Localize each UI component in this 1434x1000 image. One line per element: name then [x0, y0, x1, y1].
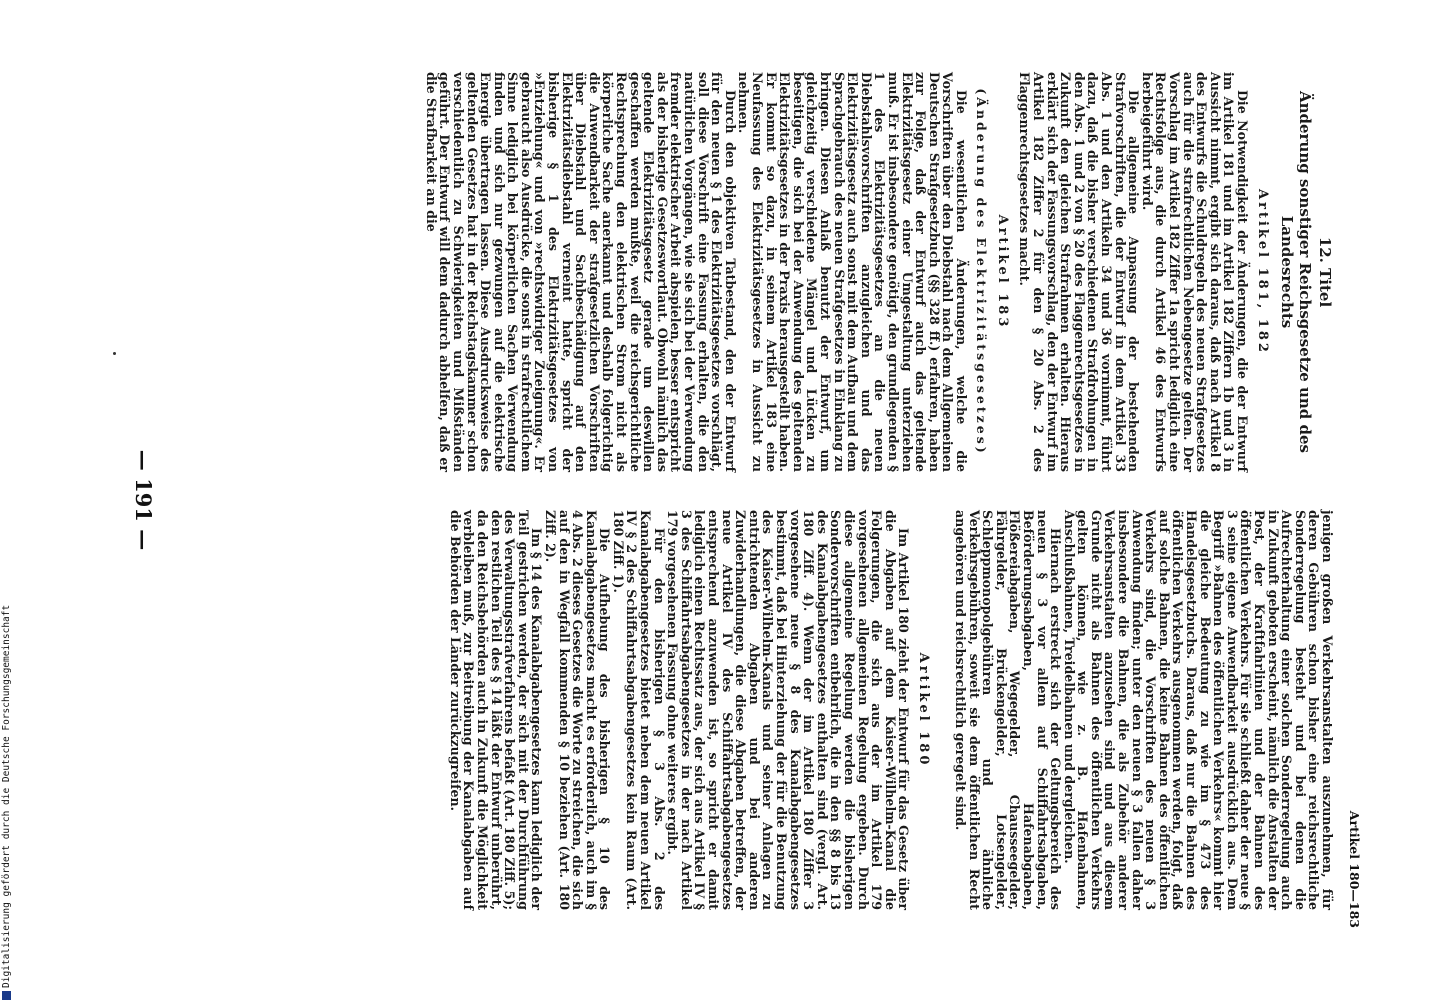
paragraph: Durch den objektiven Tatbestand, den der Entwurf für den neuen § 1 des Elektrizitätsgesetzes vorschlägt, soll diese Vorschrift eine Fassung erhalten, die den natürlichen Vorgängen, wie sie sich bei der Verwendung fremder elektrischer Arbeit abspielen, besser entspricht als der bisherige Gesetzeswortlaut. Obwohl nämlich das geltende Elektrizitätsgesetz gerade um deswillen geschaffen werden mußte, weil die reichsgerichtliche Rechtsprechung den elektrischen Strom nicht als körperliche Sache anerkannt und deshalb folgerichtig die Anwendbarkeit der strafgesetzlichen Vorschriften über Diebstahl und Sachbeschädigung auf den Elektrizitätsdiebstahl verneint hatte, spricht der bisherige § 1 des Elektrizitätsgesetzes von »Entziehung« und von »rechtswidriger Zueignung«. Er gebraucht also Ausdrücke, die sonst in strafrechtlichem Sinne lediglich bei körperlichen Sachen Verwendung finden und sich nur gezwungen auf die elektrische Energie übertragen lassen. Diese Ausdrucksweise des geltenden Gesetzes hat in der Reichstagskammer schon verschiedentlich zu Schwierigkeiten und Mißständen geführt. Der Entwurf will dem dadurch abhelfen, daß er die Strafbarkeit an die — [423, 72, 738, 472]
title: Änderung sonstiger Reichsgesetze und des Landesrechts — [1278, 90, 1314, 453]
heading-artikel-181-182: Artikel 181, 182 — [1255, 189, 1270, 355]
dfg-logo-icon — [2, 991, 11, 1000]
paragraph: Im § 14 des Kanalabgabengesetzes kann lediglich der Teil gestrichen werden, der sich mit der Durchführung des Verwaltungsstrafverfahrens befaßt (Art. 180 Ziff. 5); den restlichen Teil des § 14 läßt der Entwurf unberührt, da den Reichsbehörden auch in Zukunft die Möglichkeit verbleiben muß, zur Beitreibung der Kanalabgaben auf die Behörden der Länder zurückzugreifen. — [447, 510, 545, 910]
page-number: — 191 — — [131, 449, 156, 551]
right-column — [448, 510, 1334, 910]
heading-artikel-183: Artikel 183 — [994, 214, 1010, 330]
footer-text: Digitalisierung gefördert durch die Deutsche Forschungsgemeinschaft — [1, 604, 12, 988]
footer-attribution — [0, 0, 14, 1000]
paragraph: Die Aufhebung des bisherigen § 10 des Kanalabgabengesetzes macht es erforderlich, auch im § 4 Abs. 2 dieses Gesetzes die Worte zu streichen, die sich auf den in Wegfall kommenden § 10 beziehen (Art. 180 Ziff. 2). — [542, 510, 613, 910]
heading-artikel-180: Artikel 180 — [916, 652, 932, 768]
paragraph: Die Notwendigkeit der Änderungen, die der Entwurf im Artikel 181 und im Artikel 182 Ziffern 1b und 3 in Aussicht nimmt, ergibt sich daraus, daß nach Artikel 8 des Entwurfs die Schuldregeln des neuen Strafgesetzes auch für die strafrechtlichen Nebengesetze gelten. Der Vorschlag im Artikel 182 Ziffer 1a spricht lediglich eine Rechtsfolge aus, die durch Artikel 46 des Entwurfs herbeigeführt wird. — [1139, 72, 1250, 472]
paragraph: Die allgemeine Anpassung der bestehenden Strafvorschriften, die der Entwurf in dem Artikel 33 Abs. 1 und den Artikeln 34 und 36 vornimmt, führt dazu, daß die bisher verschiedenen Strafdrohungen in den Abs. 1 und 2 von § 20 des Flaggenrechtsgesetzes in Zukunft den gleichen Strafrahmen erhalten. Hieraus erklärt sich der Fassungsvorschlag, den der Entwurf im Artikel 182 Ziffer 2 für den § 20 Abs. 2 des Flaggenrechtsgesetzes macht. — [1017, 72, 1142, 472]
paragraph: Die wesentlichen Änderungen, welche die Vorschriften über den Diebstahl nach dem Allgemeinen Deutschen Strafgesetzbuch (§§ 328 ff.) erfahren, haben zur Folge, daß der Entwurf auch das geltende Elektrizitätsgesetz einer Umgestaltung unterziehen muß. Er ist insbesondere genötigt, den grundlegenden § 1 des Elektrizitätsgesetzes an die neuen Diebstahlsvorschriften anzugleichen und das Elektrizitätsgesetz auch sonst mit dem Aufbau und dem Sprachgebrauch des neuen Strafgesetzes in Einklang zu bringen. Diesen Anlaß benutzt der Entwurf, um gleichzeitig verschiedene Mängel und Lücken zu beseitigen, die sich bei der Anwendung des geltenden Elektrizitätsgesetzes in der Praxis herausgestellt haben. Er kommt so dazu, in seinem Artikel 183 eine Neufassung des Elektrizitätsgesetzes in Aussicht zu nehmen. — [736, 72, 969, 472]
subheading-artikel-183: (Änderung des Elektrizitätsgesetzes) — [973, 88, 989, 456]
title-number: 12. Titel — [1316, 236, 1334, 308]
paragraph: Hiernach erstreckt sich der Geltungsbereich des neuen § 3 vor allem auf Schiffahrtsabgaben, Beförderungsabgaben, Hafenabgaben, Flößereiabgaben, Wegegelder, Chausseegelder, Fährgelder, Brückengelder, Lotsengelder, Schleppmonopolgebühren und ähnliche Verkehrsgebühren, soweit sie dem öffentlichen Recht angehören und reichsrechtlich geregelt sind. — [952, 510, 1064, 910]
scan-mark — [113, 352, 116, 355]
paragraph: jenigen großen Verkehrsanstalten auszunehmen, für deren Gebühren schon bisher eine reichsrechtliche Sonderregelung besteht und bei denen die Aufrechterhaltung einer solchen Sonderregelung auch in Zukunft geboten erscheint, nämlich die Anstalten der Post, der Kraftfahrlinien und der Bahnen des öffentlichen Verkehrs. Für sie schließt daher der neue § 3 seine eigene Anwendbarkeit ausdrücklich aus. Dem Begriff »Bahnen des öffentlichen Verkehrs« kommt hier die gleiche Bedeutung zu wie im § 473 des Handelsgesetzbuchs. Daraus, daß nur die Bahnen des öffentlichen Verkehrs ausgenommen werden, folgt, daß auf solche Bahnen, die keine Bahnen des öffentlichen Verkehrs sind, die Vorschriften des neuen § 3 Anwendung finden; unter den neuen § 3 fallen daher insbesondere die Bahnen, die als Zubehör anderer Verkehrsanstalten anzusehen sind und aus diesem Grunde nicht als Bahnen des öffentlichen Verkehrs gelten können, wie z. B. Hafenbahnen, Anschlußbahnen, Treidelbahnen und dergleichen. — [1061, 510, 1335, 910]
paragraph: Im Artikel 180 zieht der Entwurf für das Gesetz über die Abgaben auf dem Kaiser-Wilhelm-Kanal die Folgerungen, die sich aus der im Artikel 179 vorgesehenen allgemeinen Regelung ergeben. Durch diese allgemeine Regelung werden die bisherigen Sondervorschriften entbehrlich, die in den §§ 8 bis 13 des Kanalabgabengesetzes enthalten sind (vergl. Art. 180 Ziff. 4). Wenn der im Artikel 180 Ziffer 3 vorgesehene neue § 8 des Kanalabgabengesetzes bestimmt, daß bei Hinterziehung der für die Benutzung des Kaiser-Wilhelm-Kanals und seiner Anlagen zu entrichtenden Abgaben und bei anderen Zuwiderhandlungen, die diese Abgaben betreffen, der neue Artikel IV des Schiffahrtsabgabengesetzes entsprechend anzuwenden ist, so spricht er damit lediglich einen Rechtssatz aus, der sich aus Artikel IV § 3 des Schiffahrtsabgabengesetzes in der nach Artikel 179 vorgesehenen Fassung ohne weiteres ergibt. — [665, 510, 912, 910]
left-column — [424, 72, 1334, 472]
paragraph: Für den bisherigen § 3 Abs. 2 des Kanalabgabengesetzes bietet neben dem neuen Artikel IV § 2 des Schiffahrtsabgabengesetzes kein Raum (Art. 180 Ziff. 1). — [610, 510, 667, 910]
running-head: Artikel 180—183 — [1347, 810, 1362, 928]
